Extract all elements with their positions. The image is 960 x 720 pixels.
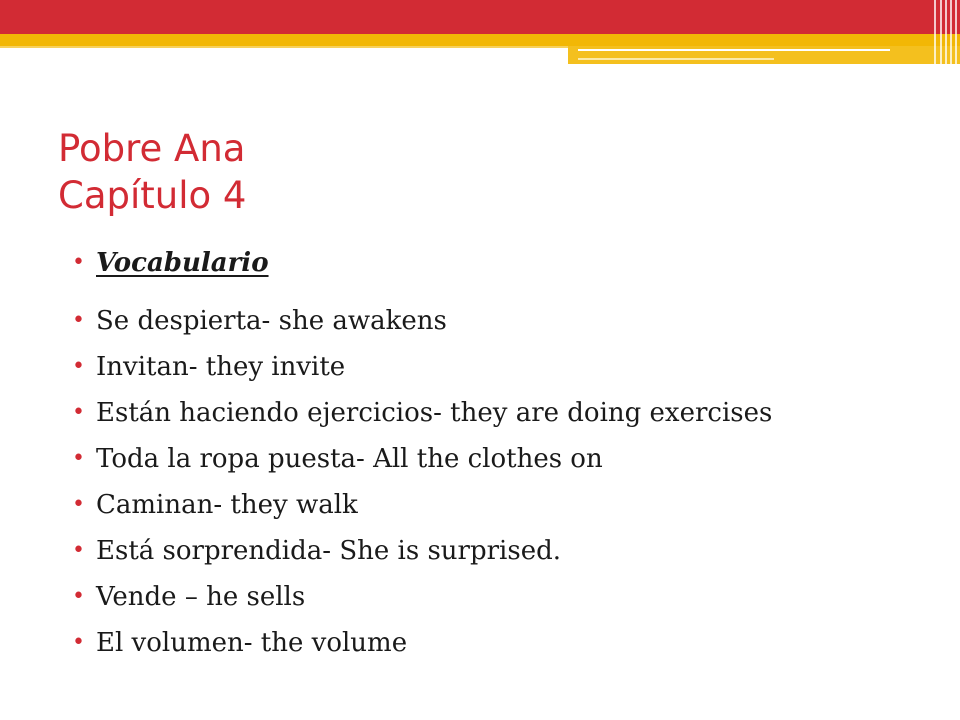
bullet-icon: • (72, 354, 85, 379)
decorative-line (578, 49, 890, 51)
list-item (72, 620, 942, 666)
list-item (72, 390, 942, 436)
title-line-1: Pobre Ana (58, 127, 246, 170)
vocab-item: Está sorprendida- She is surprised. (96, 536, 561, 566)
section-heading: Vocabulario (96, 248, 269, 278)
list-item (72, 528, 942, 574)
bullet-icon: • (72, 630, 85, 655)
vocab-item: Caminan- they walk (96, 490, 358, 520)
slide-title (58, 125, 246, 219)
bullet-icon: • (72, 308, 85, 333)
list-item (72, 574, 942, 620)
list-item (72, 344, 942, 390)
bullet-icon: • (72, 584, 85, 609)
bullet-icon: • (72, 538, 85, 563)
list-item (72, 482, 942, 528)
right-decorative-stripes (930, 0, 960, 64)
list-item (72, 436, 942, 482)
decorative-line (578, 58, 774, 60)
vocab-item: Están haciendo ejercicios- they are doing exercises (96, 398, 773, 428)
vocab-item: Invitan- they invite (96, 352, 346, 382)
bullet-icon: • (72, 446, 85, 471)
vocab-item: Toda la ropa puesta- All the clothes on (96, 444, 603, 474)
title-line-2: Capítulo 4 (58, 174, 247, 217)
bullet-icon: • (72, 400, 85, 425)
section-heading-row (72, 240, 942, 294)
list-item (72, 298, 942, 344)
bullet-icon: • (72, 492, 85, 517)
vocab-item: Se despierta- she awakens (96, 306, 447, 336)
vocab-item: Vende – he sells (96, 582, 306, 612)
gold-decorative-band (0, 34, 960, 46)
vocab-item: El volumen- the volume (96, 628, 408, 658)
vocabulary-list (72, 240, 942, 666)
bullet-icon: • (72, 250, 85, 275)
top-decorative-bar (0, 0, 960, 34)
